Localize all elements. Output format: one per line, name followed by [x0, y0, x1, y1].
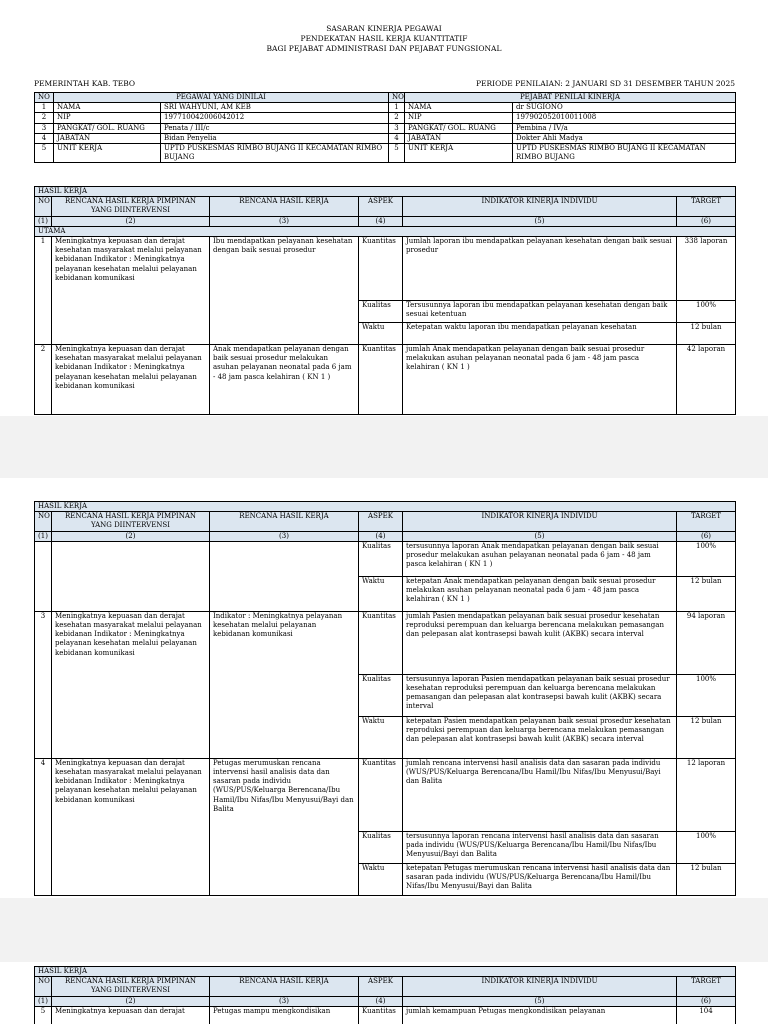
hasil-kerja-row: [35, 967, 736, 977]
performance-table-page-3: [34, 966, 736, 1024]
item-target: 12 laporan: [677, 758, 736, 831]
item-rhk-pimpinan: Meningkatnya kepuasan dan derajat kesehatan masyarakat melalui pelayanan kebidanan Indikator : Meningkatnya pelayanan kesehatan melalui pelayanan kebidanan komunikasi: [52, 758, 210, 895]
identity-no: 1: [35, 103, 54, 113]
item-no: 1: [35, 237, 52, 345]
item-target: 12 bulan: [677, 716, 736, 758]
item-no: 5: [35, 1006, 52, 1024]
item-aspek: Kuantitas: [359, 237, 403, 301]
column-header-target: TARGET: [677, 512, 736, 531]
item-no-continued: [35, 541, 52, 611]
column-header-rhk: RENCANA HASIL KERJA: [210, 512, 359, 531]
column-number: (5): [403, 996, 677, 1006]
item-target: 338 laporan: [677, 237, 736, 301]
identity-value: Pembina / IV/a: [513, 123, 736, 133]
column-number: (1): [35, 216, 52, 226]
column-number: (4): [359, 531, 403, 541]
item-rhk-pimpinan-continued: [52, 541, 210, 611]
item-aspek: Waktu: [359, 323, 403, 345]
identity-label: JABATAN: [54, 133, 161, 143]
column-header-target: TARGET: [677, 977, 736, 996]
item-aspek: Kuantitas: [359, 611, 403, 674]
item-aspek: Kualitas: [359, 541, 403, 576]
identity-row-name: [35, 103, 736, 113]
item-rhk-pimpinan: Meningkatnya kepuasan dan derajat kesehatan masyarakat melalui pelayanan kebidanan Indikator : Meningkatnya pelayanan kesehatan melalui pelayanan kebidanan komunikasi: [52, 611, 210, 758]
identity-header-evaluated: PEGAWAI YANG DINILAI: [54, 93, 389, 103]
item-rhk-continued: [210, 541, 359, 611]
identity-label: NIP: [54, 113, 161, 123]
item-target: 12 bulan: [677, 863, 736, 895]
item-rhk: Petugas mampu mengkondisikan: [210, 1006, 359, 1024]
item-target: 12 bulan: [677, 323, 736, 345]
item-indikator: jumlah Anak mendapatkan pelayanan dengan baik sesuai prosedur melakukan asuhan pelayanan neonatal pada 6 jam - 48 jam pasca kelahiran ( KN 1 ): [403, 345, 677, 415]
column-header-rhk-pimpinan: RENCANA HASIL KERJA PIMPINAN YANG DIINTERVENSI: [52, 977, 210, 996]
identity-row-position: [35, 133, 736, 143]
item-indikator: Tersusunnya laporan ibu mendapatkan pelayanan kesehatan dengan baik sesuai ketentuan: [403, 301, 677, 323]
item-rhk-pimpinan: Meningkatnya kepuasan dan derajat: [52, 1006, 210, 1024]
identity-label: UNIT KERJA: [405, 144, 513, 163]
item-indikator: jumlah rencana intervensi hasil analisis data dan sasaran pada individu (WUS/PUS/Keluarga Berencana/Ibu Hamil/Ibu Nifas/Ibu Menyusui/Bayi dan Balita: [403, 758, 677, 831]
identity-label: PANGKAT/ GOL. RUANG: [54, 123, 161, 133]
identity-value: 197902052010011008: [513, 113, 736, 123]
item-target: 100%: [677, 674, 736, 716]
hasil-kerja-label: HASIL KERJA: [35, 967, 736, 977]
section-row: [35, 226, 736, 236]
column-number-row: [35, 531, 736, 541]
column-header-no: NO: [35, 512, 52, 531]
identity-label: UNIT KERJA: [54, 144, 161, 163]
item-target: 94 laporan: [677, 611, 736, 674]
item-indikator: jumlah Pasien mendapatkan pelayanan baik sesuai prosedur kesehatan reproduksi perempuan dan keluarga berencana melakukan pemasangan dan pelepasan alat kontrasepsi bawah kulit (AKBK) secara interval: [403, 611, 677, 674]
item-aspek: Kuantitas: [359, 1006, 403, 1024]
column-number: (4): [359, 216, 403, 226]
identity-value: dr SUGIONO: [513, 103, 736, 113]
item-rhk-pimpinan: Meningkatnya kepuasan dan derajat kesehatan masyarakat melalui pelayanan kebidanan Indikator : Meningkatnya pelayanan kesehatan melalui pelayanan kebidanan komunikasi: [52, 345, 210, 415]
item-target: 100%: [677, 301, 736, 323]
identity-value: UPTD PUSKESMAS RIMBO BUJANG II KECAMATAN RIMBO BUJANG: [513, 144, 736, 163]
document-title: SASARAN KINERJA PEGAWAI: [326, 24, 442, 33]
column-number: (6): [677, 996, 736, 1006]
column-header-no: NO: [35, 197, 52, 216]
item-no: 4: [35, 758, 52, 895]
identity-value: Dokter Ahli Madya: [513, 133, 736, 143]
column-number-row: [35, 216, 736, 226]
column-number: (3): [210, 531, 359, 541]
assessment-period: PERIODE PENILAIAN: 2 JANUARI SD 31 DESEMBER TAHUN 2025: [476, 79, 735, 88]
identity-header-row: [35, 93, 736, 103]
identity-value: 197710042006042012: [161, 113, 389, 123]
column-number: (1): [35, 996, 52, 1006]
identity-no: 2: [389, 113, 405, 123]
column-header-target: TARGET: [677, 197, 736, 216]
section-label-utama: UTAMA: [35, 226, 736, 236]
column-number: (5): [403, 216, 677, 226]
column-header-rhk: RENCANA HASIL KERJA: [210, 977, 359, 996]
performance-table-page-1: [34, 186, 736, 415]
item-rhk: Indikator : Meningkatnya pelayanan kesehatan melalui pelayanan kebidanan komunikasi: [210, 611, 359, 758]
table-row: [35, 237, 736, 301]
column-header-row: [35, 512, 736, 531]
column-number: (4): [359, 996, 403, 1006]
document-title-block: [0, 24, 768, 53]
item-aspek: Kualitas: [359, 831, 403, 863]
identity-row-rank: [35, 123, 736, 133]
identity-no: 4: [35, 133, 54, 143]
column-number: (5): [403, 531, 677, 541]
identity-value: Bidan Penyelia: [161, 133, 389, 143]
table-row: [35, 611, 736, 674]
hasil-kerja-row: [35, 502, 736, 512]
item-aspek: Waktu: [359, 863, 403, 895]
item-aspek: Kuantitas: [359, 345, 403, 415]
document-subtitle-2: BAGI PEJABAT ADMINISTRASI DAN PEJABAT FUNGSIONAL: [266, 43, 502, 53]
table-row: [35, 541, 736, 576]
column-header-indikator: INDIKATOR KINERJA INDIVIDU: [403, 197, 677, 216]
identity-value: SRI WAHYUNI, AM KEB: [161, 103, 389, 113]
item-aspek: Waktu: [359, 576, 403, 611]
item-indikator: tersusunnya laporan Pasien mendapatkan pelayanan baik sesuai prosedur kesehatan reproduksi perempuan dan keluarga berencana melakukan pemasangan dan pelepasan alat kontrasepsi bawah kulit (AKBK) secara interval: [403, 674, 677, 716]
identity-label: PANGKAT/ GOL. RUANG: [405, 123, 513, 133]
performance-table-page-2: [34, 501, 736, 896]
column-header-aspek: ASPEK: [359, 512, 403, 531]
item-rhk-pimpinan: Meningkatnya kepuasan dan derajat kesehatan masyarakat melalui pelayanan kebidanan Indikator : Meningkatnya pelayanan kesehatan melalui pelayanan kebidanan komunikasi: [52, 237, 210, 345]
item-aspek: Kuantitas: [359, 758, 403, 831]
identity-no: 3: [389, 123, 405, 133]
document-page-2: [0, 478, 768, 898]
column-header-no: NO: [35, 977, 52, 996]
item-indikator: ketepatan Petugas merumuskan rencana intervensi hasil analisis data dan sasaran pada individu (WUS/PUS/Keluarga Berencana/Ibu Hamil/Ibu Nifas/Ibu Menyusui/Bayi dan Balita: [403, 863, 677, 895]
column-number: (3): [210, 216, 359, 226]
column-header-rhk-pimpinan: RENCANA HASIL KERJA PIMPINAN YANG DIINTERVENSI: [52, 512, 210, 531]
column-header-aspek: ASPEK: [359, 977, 403, 996]
identity-value: UPTD PUSKESMAS RIMBO BUJANG II KECAMATAN RIMBO BUJANG: [161, 144, 389, 163]
identity-label: JABATAN: [405, 133, 513, 143]
column-header-indikator: INDIKATOR KINERJA INDIVIDU: [403, 512, 677, 531]
column-header-rhk-pimpinan: RENCANA HASIL KERJA PIMPINAN YANG DIINTERVENSI: [52, 197, 210, 216]
column-header-indikator: INDIKATOR KINERJA INDIVIDU: [403, 977, 677, 996]
item-indikator: Jumlah laporan ibu mendapatkan pelayanan kesehatan dengan baik sesuai prosedur: [403, 237, 677, 301]
item-target: 12 bulan: [677, 576, 736, 611]
identity-label: NAMA: [54, 103, 161, 113]
identity-no: 5: [389, 144, 405, 163]
item-target: 42 laporan: [677, 345, 736, 415]
column-header-row: [35, 197, 736, 216]
identity-label: NIP: [405, 113, 513, 123]
column-number: (3): [210, 996, 359, 1006]
item-rhk: Petugas merumuskan rencana intervensi hasil analisis data dan sasaran pada individu (WUS/PUS/Keluarga Berencana/Ibu Hamil/Ibu Nifas/Ibu Menyusui/Bayi dan Balita: [210, 758, 359, 895]
identity-no: 5: [35, 144, 54, 163]
document-page-3: [0, 962, 768, 1024]
item-indikator: tersusunnya laporan Anak mendapatkan pelayanan dengan baik sesuai prosedur melakukan asuhan pelayanan neonatal pada 6 jam - 48 jam pasca kelahiran ( KN 1 ): [403, 541, 677, 576]
item-indikator: jumlah kemampuan Petugas mengkondisikan pelayanan: [403, 1006, 677, 1024]
identity-row-unit: [35, 144, 736, 163]
identity-table: [34, 92, 736, 163]
item-rhk: Ibu mendapatkan pelayanan kesehatan dengan baik sesuai prosedur: [210, 237, 359, 345]
item-no: 2: [35, 345, 52, 415]
item-aspek: Kualitas: [359, 674, 403, 716]
hasil-kerja-label: HASIL KERJA: [35, 187, 736, 197]
column-number: (1): [35, 531, 52, 541]
table-row: [35, 1006, 736, 1024]
column-number: (2): [52, 216, 210, 226]
hasil-kerja-row: [35, 187, 736, 197]
identity-label: NAMA: [405, 103, 513, 113]
document-page-1: [0, 0, 768, 416]
identity-header-no: NO: [35, 93, 54, 103]
identity-header-no-2: NO: [389, 93, 405, 103]
identity-row-nip: [35, 113, 736, 123]
item-indikator: Ketepatan waktu laporan ibu mendapatkan pelayanan kesehatan: [403, 323, 677, 345]
item-target: 100%: [677, 541, 736, 576]
identity-header-assessor: PEJABAT PENILAI KINERJA: [405, 93, 736, 103]
item-target: 100%: [677, 831, 736, 863]
item-indikator: ketepatan Pasien mendapatkan pelayanan baik sesuai prosedur kesehatan reproduksi perempuan dan keluarga berencana melakukan pemasangan dan pelepasan alat kontrasepsi bawah kulit (AKBK) secara interval: [403, 716, 677, 758]
column-header-row: [35, 977, 736, 996]
identity-no: 2: [35, 113, 54, 123]
column-number: (2): [52, 996, 210, 1006]
item-indikator: tersusunnya laporan rencana intervensi hasil analisis data dan sasaran pada individu (WUS/PUS/Keluarga Berencana/Ibu Hamil/Ibu Nifas/Ibu Menyusui/Bayi dan Balita: [403, 831, 677, 863]
column-header-aspek: ASPEK: [359, 197, 403, 216]
government-label: PEMERINTAH KAB. TEBO: [34, 79, 136, 88]
column-number: (6): [677, 531, 736, 541]
column-number: (6): [677, 216, 736, 226]
item-rhk: Anak mendapatkan pelayanan dengan baik sesuai prosedur melakukan asuhan pelayanan neonatal pada 6 jam - 48 jam pasca kelahiran ( KN 1 ): [210, 345, 359, 415]
hasil-kerja-label: HASIL KERJA: [35, 502, 736, 512]
identity-no: 1: [389, 103, 405, 113]
column-number-row: [35, 996, 736, 1006]
item-indikator: ketepatan Anak mendapatkan pelayanan dengan baik sesuai prosedur melakukan asuhan pelayanan neonatal pada 6 jam - 48 jam pasca kelahiran ( KN 1 ): [403, 576, 677, 611]
table-row: [35, 758, 736, 831]
item-target: 104: [677, 1006, 736, 1024]
document-subtitle: PENDEKATAN HASIL KERJA KUANTITATIF: [300, 33, 468, 43]
item-no: 3: [35, 611, 52, 758]
item-aspek: Kualitas: [359, 301, 403, 323]
identity-no: 3: [35, 123, 54, 133]
column-header-rhk: RENCANA HASIL KERJA: [210, 197, 359, 216]
item-aspek: Waktu: [359, 716, 403, 758]
identity-value: Penata / III/c: [161, 123, 389, 133]
column-number: (2): [52, 531, 210, 541]
identity-no: 4: [389, 133, 405, 143]
table-row: [35, 345, 736, 415]
